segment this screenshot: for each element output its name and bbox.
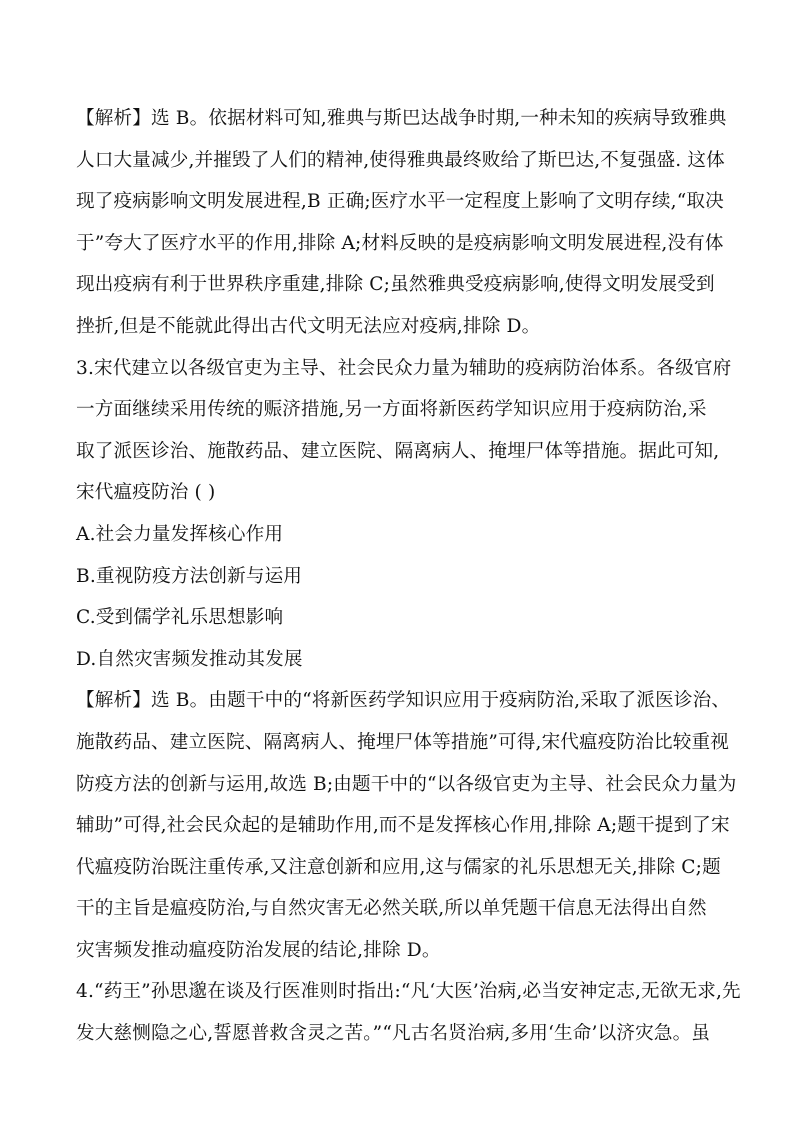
analysis-block-2	[76, 680, 737, 971]
question-block-3	[76, 348, 732, 681]
analysis-text: 选 B。依据材料可知,雅典与斯巴达战争时期,一种未知的疾病导致雅典	[150, 108, 727, 129]
text-line: 防疫方法的创新与运用,故选 B;由题干中的“以各级官吏为主导、社会民众力量为	[76, 773, 737, 795]
option-a: A.社会力量发挥核心作用	[76, 523, 284, 545]
analysis-block-1	[76, 98, 726, 348]
text-line: 于”夸大了医疗水平的作用,排除 A;材料反映的是疫病影响文明发展进程,没有体	[76, 232, 724, 254]
text-line	[76, 98, 726, 140]
text-line: 现出疫病有利于世界秩序重建,排除 C;虽然雅典受疫病影响,使得文明发展受到	[76, 274, 715, 296]
question-stem-line: 一方面继续采用传统的赈济措施,另一方面将新医药学知识应用于疫病防治,采	[76, 399, 707, 421]
text-line: 灾害频发推动瘟疫防治发展的结论,排除 D。	[76, 939, 441, 961]
question-stem-line: 4.“药王”孙思邈在谈及行医准则时指出:“凡‘大医’治病,必当安神定志,无欲无求,先	[76, 981, 741, 1003]
text-line: 施散药品、建立医院、隔离病人、掩埋尸体等措施”可得,宋代瘟疫防治比较重视	[76, 731, 730, 753]
option-b: B.重视防疫方法创新与运用	[76, 565, 303, 587]
question-stem-line: 3.宋代建立以各级官吏为主导、社会民众力量为辅助的疫病防治体系。各级官府	[76, 357, 732, 379]
text-line: 挫折,但是不能就此得出古代文明无法应对疫病,排除 D。	[76, 315, 541, 337]
question-stem-line: 宋代瘟疫防治 ( )	[76, 482, 216, 504]
question-stem-line: 发大慈恻隐之心,誓愿普救含灵之苦。”“凡古名贤治病,多用‘生命’以济灾急。虽	[76, 1023, 711, 1045]
text-line: 现了疫病影响文明发展进程,B 正确;医疗水平一定程度上影响了文明存续,“取决	[76, 191, 724, 213]
text-line	[76, 680, 731, 722]
analysis-text: 选 B。由题干中的“将新医药学知识应用于疫病防治,采取了派医诊治、	[150, 690, 731, 712]
analysis-tag: 【解析】	[76, 108, 151, 129]
document-page	[76, 98, 741, 1055]
option-c: C.受到儒学礼乐思想影响	[76, 607, 284, 629]
option-d: D.自然灾害频发推动其发展	[76, 648, 303, 670]
text-line: 代瘟疫防治既注重传承,又注意创新和应用,这与儒家的礼乐思想无关,排除 C;题	[76, 856, 721, 878]
text-line: 辅助”可得,社会民众起的是辅助作用,而不是发挥核心作用,排除 A;题干提到了宋	[76, 815, 730, 837]
text-line: 干的主旨是瘟疫防治,与自然灾害无必然关联,所以单凭题干信息无法得出自然	[76, 898, 707, 920]
analysis-tag: 【解析】	[76, 690, 151, 712]
question-stem-line: 取了派医诊治、施散药品、建立医院、隔离病人、掩埋尸体等措施。据此可知,	[76, 440, 720, 462]
text-line: 人口大量减少,并摧毁了人们的精神,使得雅典最终败给了斯巴达,不复强盛. 这体	[76, 149, 725, 171]
question-block-4	[76, 971, 741, 1054]
